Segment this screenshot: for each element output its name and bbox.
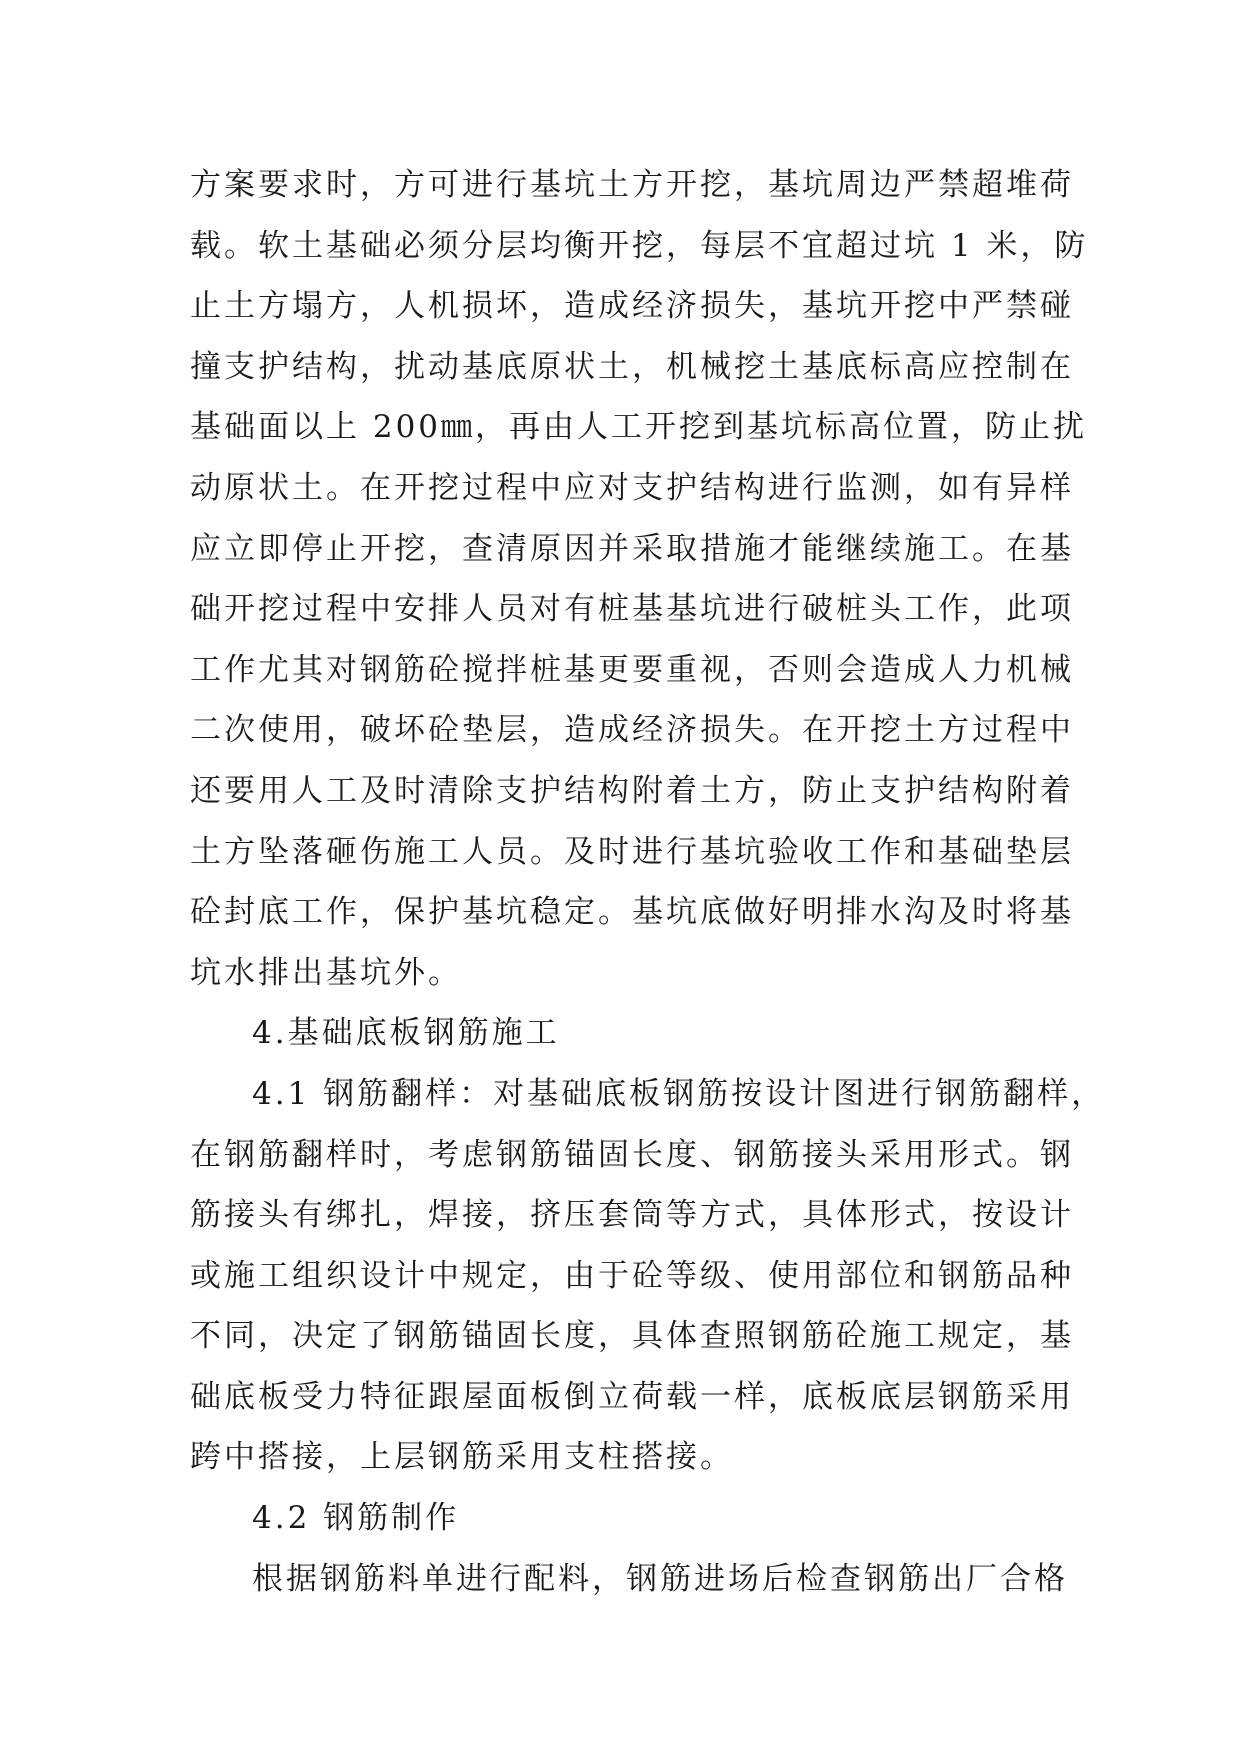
text-line: 砼封底工作，保护基坑稳定。基坑底做好明排水沟及时将基 bbox=[190, 894, 1074, 931]
text-line: 础开挖过程中安排人员对有桩基基坑进行破桩头工作，此项 bbox=[190, 591, 1074, 628]
text-line: 土方坠落砸伤施工人员。及时进行基坑验收工作和基础垫层 bbox=[190, 833, 1074, 870]
text-line: 或施工组织设计中规定，由于砼等级、使用部位和钢筋品种 bbox=[190, 1257, 1074, 1294]
text-line: 根据钢筋料单进行配料，钢筋进场后检查钢筋出厂合格 bbox=[252, 1560, 1068, 1597]
text-line: 不同，决定了钢筋锚固长度，具体查照钢筋砼施工规定，基 bbox=[190, 1318, 1074, 1355]
document-page bbox=[190, 155, 1106, 1609]
text-line: 动原状土。在开挖过程中应对支护结构进行监测，如有异样 bbox=[190, 469, 1074, 506]
text-line: 还要用人工及时清除支护结构附着土方，防止支护结构附着 bbox=[190, 772, 1074, 809]
text-line: 二次使用，破坏砼垫层，造成经济损失。在开挖土方过程中 bbox=[190, 712, 1074, 749]
text-line: 方案要求时，方可进行基坑土方开挖，基坑周边严禁超堆荷 bbox=[190, 167, 1074, 203]
text-line: 止土方塌方，人机损坏，造成经济损失，基坑开挖中严禁碰 bbox=[190, 288, 1074, 325]
text-line: 撞支护结构，扰动基底原状土，机械挖土基底标高应控制在 bbox=[190, 348, 1074, 385]
text-line: 应立即停止开挖，查清原因并采取措施才能继续施工。在基 bbox=[190, 530, 1074, 567]
text-line: 础底板受力特征跟屋面板倒立荷载一样，底板底层钢筋采用 bbox=[190, 1378, 1074, 1415]
text-line: 基础面以上 200㎜，再由人工开挖到基坑标高位置，防止扰 bbox=[190, 409, 1088, 446]
text-line: 坑水排出基坑外。 bbox=[190, 954, 462, 991]
text-line: 筋接头有绑扎，焊接，挤压套筒等方式，具体形式，按设计 bbox=[190, 1197, 1074, 1234]
paragraph-rebar-fabrication bbox=[190, 1549, 1068, 1610]
text-line: 4.1 钢筋翻样：对基础底板钢筋按设计图进行钢筋翻样， bbox=[252, 1075, 1106, 1112]
paragraph-rebar-layout bbox=[190, 1064, 1106, 1488]
paragraph-excavation bbox=[190, 155, 1089, 1003]
text-line: 载。软土基础必须分层均衡开挖，每层不宜超过坑 1 米，防 bbox=[190, 227, 1089, 264]
subsection-heading: 4.2 钢筋制作 bbox=[252, 1500, 460, 1537]
section-heading: 4.基础底板钢筋施工 bbox=[252, 1015, 560, 1052]
text-line: 工作尤其对钢筋砼搅拌桩基更要重视，否则会造成人力机械 bbox=[190, 651, 1074, 688]
text-line: 跨中搭接，上层钢筋采用支柱搭接。 bbox=[190, 1439, 734, 1476]
text-line: 在钢筋翻样时，考虑钢筋锚固长度、钢筋接头采用形式。钢 bbox=[190, 1136, 1074, 1173]
